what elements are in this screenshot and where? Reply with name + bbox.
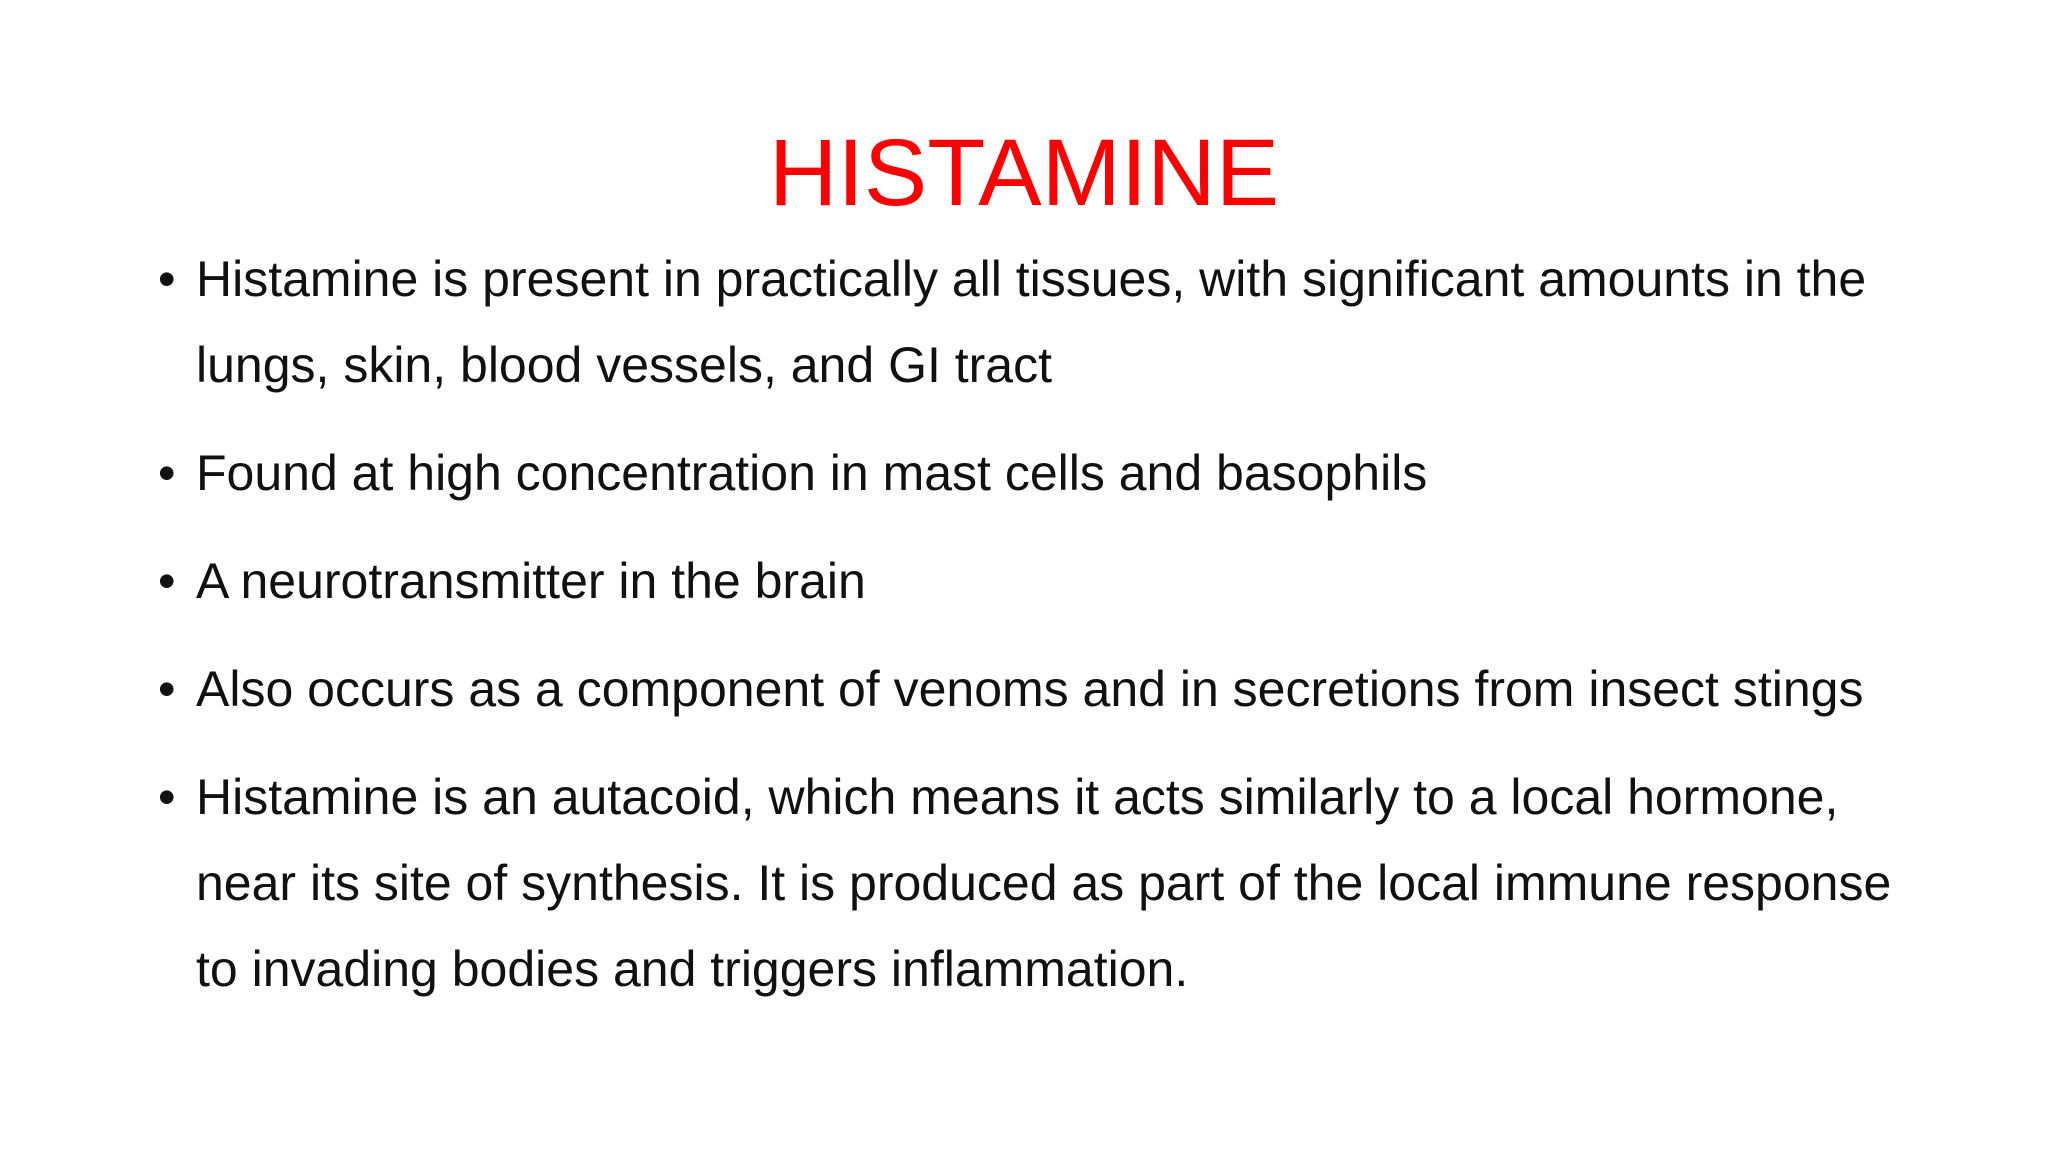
bullet-icon: • <box>158 661 176 717</box>
bullet-item <box>158 754 1918 1012</box>
bullet-icon: • <box>158 445 176 501</box>
bullet-item <box>158 646 1918 732</box>
bullet-item <box>158 236 1918 408</box>
bullet-icon: • <box>158 769 176 825</box>
bullet-icon: • <box>158 251 176 307</box>
bullet-text: Found at high concentration in mast cells and basophils <box>196 445 1428 501</box>
bullet-text: A neurotransmitter in the brain <box>196 553 866 609</box>
slide-title: HISTAMINE <box>768 120 1280 226</box>
bullet-list <box>158 236 1918 1034</box>
bullet-item <box>158 430 1918 516</box>
bullet-text: Histamine is an autacoid, which means it acts similarly to a local hormone, near its site of synthesis. It is produced as part of the local immune response to invading bodies and triggers inflammation. <box>196 769 1892 997</box>
bullet-icon: • <box>158 553 176 609</box>
bullet-text: Also occurs as a component of venoms and in secretions from insect stings <box>196 661 1864 717</box>
bullet-item <box>158 538 1918 624</box>
bullet-text: Histamine is present in practically all tissues, with significant amounts in the lungs, skin, blood vessels, and GI tract <box>196 251 1867 393</box>
